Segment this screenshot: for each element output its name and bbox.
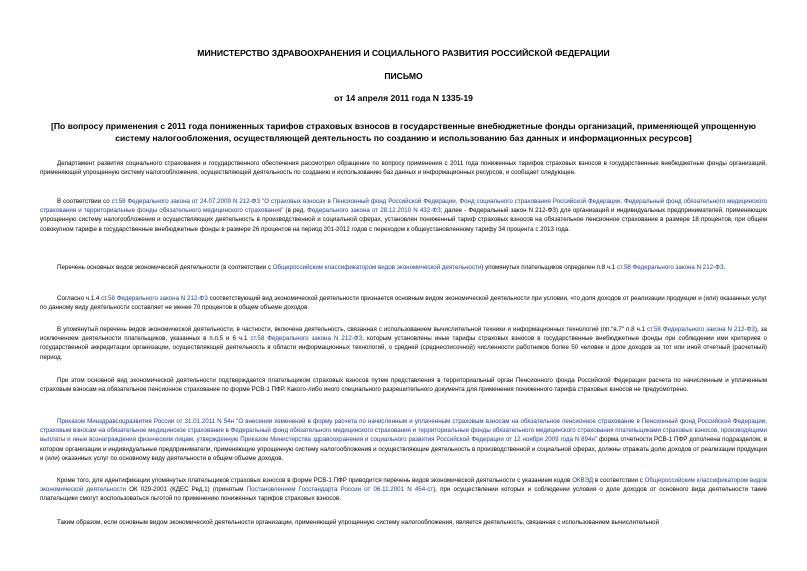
legal-reference-link[interactable]: Постановлением Госстандарта России от 06.11.2001 N 454-ст — [246, 486, 434, 494]
paragraph-text: В упомянутый перечень видов экономической деятельности, в частности, включена деятельность, связанная с использованием вычислительной техники и информационных технологий (пп."я.7" п.8 ч.1 — [57, 326, 648, 333]
paragraph-text: Согласно ч.1.4 — [57, 295, 102, 302]
legal-reference-link[interactable]: ст.58 Федерального закона N 212-ФЗ — [101, 295, 208, 302]
legal-reference-link[interactable]: ст.58 Федерального закона от 24.07.2009 N 212-ФЗ "О страховых взносах в Пенсионный фонд Российской Федерации, Фонд социального страхования Российской Федерации, Федеральный фонд обязательного медицинского страхования и территориальные фонды обязательного медицинского страхования" — [40, 198, 768, 215]
legal-reference-link[interactable]: ОКВЭД — [572, 477, 594, 484]
document-date-number: от 14 апреля 2011 года N 1335-19 — [334, 93, 473, 103]
paragraph-text: в соответствии с — [593, 477, 645, 484]
document-subject: [По вопросу применения с 2011 года пониженных тарифов страховых взносов в государственные внебюджетные фонды организаций, применяющей упрощенную систему налогообложения, осуществляющей деятельность по созданию и использованию баз данных и информационных ресурсов] — [51, 121, 756, 143]
paragraph-text: ), при осуществлении которых и соблюдении условия о доле доходов от основного вида деятельности такие плательщики смогут воспользоваться льготой по применению пониженных тарифов страховых взносов. — [40, 486, 767, 503]
paragraph-text: Департамент развития социального страхования и государственного обеспечения рассмотрел обращение по вопросу применения с 2011 года пониженных тарифов страховых взносов в государственные внебюджетные фонды организаций, применяющей упрощенную систему налогообложения, осуществляющей деятельность по созданию и использованию баз данных и информационных ресурсов, и сообщает следующее. — [40, 160, 767, 177]
ministry-heading: МИНИСТЕРСТВО ЗДРАВООХРАНЕНИЯ И СОЦИАЛЬНОГО РАЗВИТИЯ РОССИЙСКОЙ ФЕДЕРАЦИИ — [197, 48, 610, 58]
legal-reference-link[interactable]: ст.58 Федерального закона N 212-ФЗ — [647, 326, 755, 333]
paragraph-text: форма отчетности РСВ-1 ПФР дополнена подразделом, в котором организации и индивидуальные предприниматели, применяющие упрощенную систему налогообложения и осуществляющие деятельность в производственной и социальной сферах, должны отражать долю доходов от реализации продукции и (или) оказанных услуг по основному виду деятельности в общем объеме доходов. — [40, 436, 767, 462]
document-type: ПИСЬМО — [384, 71, 423, 81]
paragraph-text: (в ред. — [283, 207, 308, 215]
paragraph-conclusion — [40, 518, 767, 527]
paragraph-text: соответствующий вид экономической деятельности признается основным видом экономической деятельности при условии, что доля доходов от реализации продукции и (или) оказанных услуг по данному виду деятельности составляет не менее 70 процентов в общем объеме доходов. — [40, 295, 767, 312]
paragraph-text: В соответствии со — [57, 198, 112, 205]
paragraph-text: . — [723, 264, 726, 271]
paragraph-text: При этом основной вид экономической деятельности подтверждается плательщиком страховых взносов путем представления в территориальный орган Пенсионного фонда Российской Федерации расчета по начисленным и уплаченным страховым взносам на обязательное пенсионное страхование по форме РСВ-1 ПФР. Какого-либо иного специального разрешительного документа для применения пониженного тарифа страховых взносов не предусмотрено. — [40, 377, 767, 394]
paragraph-activity-list — [40, 263, 767, 272]
legal-reference-link[interactable]: Общероссийским классификатором видов экономической деятельности — [40, 477, 768, 494]
legal-reference-link[interactable]: Общероссийским классификатором видов экономической деятельности — [272, 264, 482, 271]
paragraph-intro — [40, 159, 767, 177]
paragraph-main-activity-share — [40, 294, 767, 312]
paragraph-text: Кроме того, для идентификации упомянутых плательщиков страховых взносов в форме РСВ-1 ПФР приводится перечень видов экономической деятельности с указанием кодов — [57, 477, 573, 484]
paragraph-text: ), за исключением деятельности плательщиков, указанных в п.п.5 и 6 ч.1 — [40, 326, 767, 343]
paragraph-rsv1-confirmation — [40, 376, 767, 394]
paragraph-it-activity — [40, 325, 767, 362]
legal-reference-link[interactable]: Приказом Минздравсоцразвития России от 31.01.2011 N 54н "О внесении изменений в форму расчета по начисленным и уплаченным страховым взносам на обязательное пенсионное страхование в Пенсионный фонд Российской Федерации, страховым взносам на обязательное медицинское страхование в Федеральный фонд обязательного медицинского страхования и территориальные фонды обязательного медицинского страхования плательщиками страховых взносов, производящими выплаты и иные вознаграждения физическим лицам, утвержденную Приказом Министерства здравоохранения и социального развития Российской Федерации от 12 ноября 2009 года N 894н" — [40, 418, 767, 444]
paragraph-text: , которым установлены иные тарифы страховых взносов в государственные внебюджетные фонды при соблюдении ими критериев о государственной аккредитации организации, осуществляющей деятельность в области информационных технологий, о средней (среднесписочной) численности работников более 50 человек и доле доходов за тот или иной отчетный (расчетный) период. — [40, 335, 767, 361]
paragraph-text: ОК 029-2001 (КДЕС Ред.1) (принятым — [126, 486, 247, 494]
legal-reference-link[interactable]: ст.58 Федерального закона N 212-ФЗ — [250, 335, 363, 343]
paragraph-order-54n — [40, 417, 767, 463]
paragraph-text: ; далее - Федеральный закон N 212-ФЗ) для организаций и индивидуальных предпринимателей, применяющих упрощенную систему налогообложения и осуществляющих деятельность в производственной и социальной сферах, установлен пониженный тариф страховых взносов на обязательное пенсионное страхование в размере 18 процентов, при общем совокупном тарифе в государственные внебюджетные фонды в размере 26 процентов на период 201-2012 годов с переходом к общеустановленному тарифу 34 процента с 2013 года. — [40, 207, 767, 233]
paragraph-text: Таким образом, если основным видом экономической деятельности организации, применяющей упрощенную систему налогообложения, является деятельность, связанная с использованием вычислительной — [57, 519, 660, 526]
legal-reference-link[interactable]: ст.58 Федерального закона N 212-ФЗ — [617, 264, 724, 271]
paragraph-article-58 — [40, 197, 767, 234]
paragraph-okved-codes — [40, 476, 767, 504]
paragraph-text: ) упомянутых плательщиков определен п.8 ч.1 — [481, 264, 618, 271]
paragraph-text: Перечень основных видов экономической деятельности (в соответствии с — [57, 264, 273, 271]
legal-reference-link[interactable]: Федерального закона от 28.12.2010 N 432-ФЗ — [307, 207, 441, 215]
